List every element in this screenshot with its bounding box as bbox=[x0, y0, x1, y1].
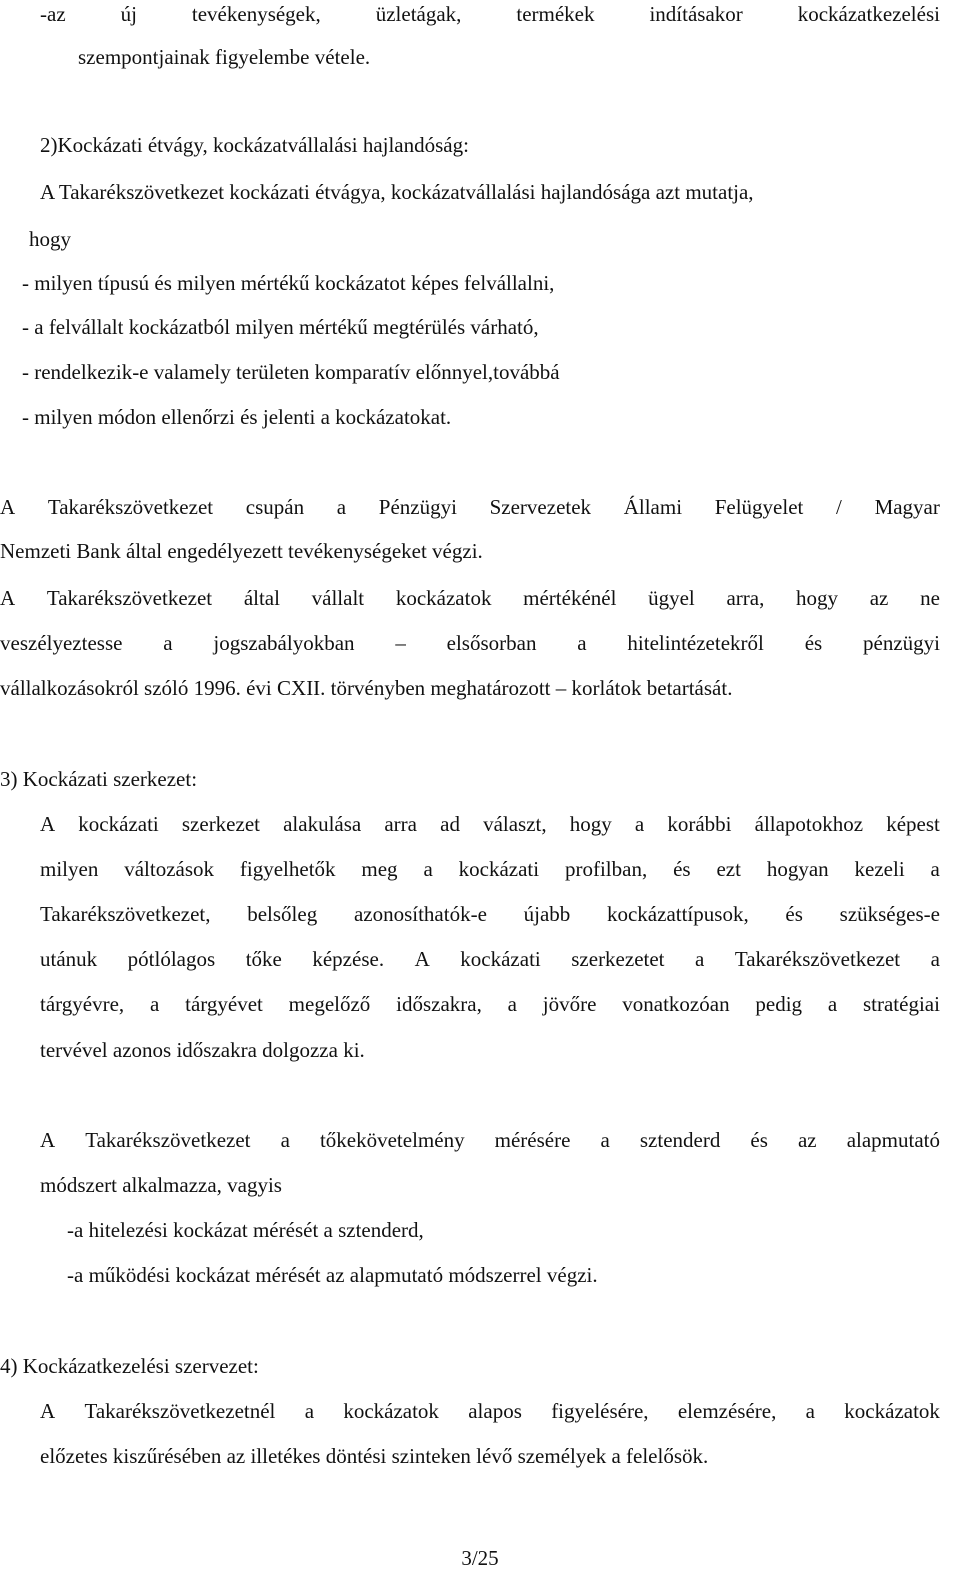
word: ne bbox=[920, 586, 940, 610]
word: tárgyévre, bbox=[40, 992, 125, 1016]
word: csupán bbox=[245, 495, 305, 519]
word: hogy bbox=[569, 812, 612, 836]
word: Felügyelet bbox=[714, 495, 804, 519]
top-line-1 bbox=[40, 4, 940, 25]
word: kockázati bbox=[458, 857, 540, 881]
word: Pénzügyi bbox=[378, 495, 457, 519]
word: a bbox=[600, 1128, 610, 1152]
section-4-line1 bbox=[40, 1401, 940, 1422]
word: a bbox=[336, 495, 347, 519]
word: jövőre bbox=[542, 992, 597, 1016]
word: profilban, bbox=[564, 857, 648, 881]
word: üzletágak, bbox=[375, 2, 462, 26]
section-3-last-line: tervével azonos időszakra dolgozza ki. bbox=[40, 1038, 365, 1062]
word: pénzügyi bbox=[863, 631, 940, 655]
word: elemzésére, bbox=[677, 1399, 777, 1423]
word: a bbox=[577, 631, 587, 655]
section-2-item: - a felvállalt kockázatból milyen mértékű megtérülés várható, bbox=[22, 315, 539, 339]
word: kockázattípusok, bbox=[606, 902, 749, 926]
word: hogyan bbox=[766, 857, 829, 881]
word: az bbox=[797, 1128, 817, 1152]
word: indításakor bbox=[649, 2, 743, 26]
word: és bbox=[804, 631, 823, 655]
word: sztenderd bbox=[639, 1128, 721, 1152]
word: állapotokhoz bbox=[754, 812, 864, 836]
word: a bbox=[930, 857, 940, 881]
section-2-para2-line3: vállalkozásokról szóló 1996. évi CXII. törvényben meghatározott – korlátok betartását. bbox=[0, 676, 733, 700]
word: arra, bbox=[726, 586, 765, 610]
word: alakulása bbox=[283, 812, 362, 836]
word: vonatkozóan bbox=[622, 992, 730, 1016]
word: a bbox=[930, 947, 940, 971]
word: a bbox=[423, 857, 433, 881]
word: ügyel bbox=[648, 586, 695, 610]
word: A bbox=[40, 1399, 56, 1423]
word: Állami bbox=[623, 495, 683, 519]
page-number: 3/25 bbox=[461, 1546, 499, 1570]
word: a bbox=[634, 812, 645, 836]
word: hogy bbox=[796, 586, 839, 610]
word: Magyar bbox=[874, 495, 940, 519]
word: alapos bbox=[468, 1399, 522, 1423]
word: elsősorban bbox=[446, 631, 537, 655]
section-3-line bbox=[40, 949, 940, 970]
word: a bbox=[507, 992, 517, 1016]
word: Takarékszövetkezet bbox=[46, 586, 213, 610]
section-2-para2-line1 bbox=[0, 588, 940, 609]
word: A bbox=[40, 1128, 56, 1152]
section-2-para2-line2 bbox=[0, 633, 940, 654]
word: a bbox=[827, 992, 838, 1016]
word: A bbox=[40, 812, 56, 836]
word: és bbox=[750, 1128, 768, 1152]
word: – bbox=[395, 631, 406, 655]
word: kockázatok bbox=[395, 586, 492, 610]
word: hitelintézetekről bbox=[627, 631, 764, 655]
word: A bbox=[0, 495, 16, 519]
word: / bbox=[836, 495, 842, 519]
section-2-item: - rendelkezik-e valamely területen komparatív előnnyel,továbbá bbox=[22, 360, 560, 384]
word: ezt bbox=[716, 857, 741, 881]
word: tevékenységek, bbox=[191, 2, 321, 26]
word: a bbox=[695, 947, 705, 971]
word: szükséges-e bbox=[839, 902, 940, 926]
word: választ, bbox=[483, 812, 547, 836]
top-line-2: szempontjainak figyelembe vétele. bbox=[78, 45, 371, 69]
word: kockázatok bbox=[343, 1399, 439, 1423]
word: megelőző bbox=[288, 992, 371, 1016]
word: Szervezetek bbox=[489, 495, 592, 519]
word: által bbox=[243, 586, 280, 610]
section-3-heading: 3) Kockázati szerkezet: bbox=[0, 767, 198, 791]
section-2-intro: A Takarékszövetkezet kockázati étvágya, kockázatvállalási hajlandósága azt mutatja, bbox=[40, 180, 754, 204]
word: milyen bbox=[40, 857, 99, 881]
word: kockázati bbox=[78, 812, 159, 836]
word: Takarékszövetkezet bbox=[734, 947, 901, 971]
word: pedig bbox=[755, 992, 803, 1016]
section-2-para1-line1 bbox=[0, 497, 940, 518]
word: tárgyévet bbox=[185, 992, 263, 1016]
word: A bbox=[0, 586, 16, 610]
word: meg bbox=[361, 857, 398, 881]
word: kockázati bbox=[460, 947, 541, 971]
word: Takarékszövetkezet, bbox=[40, 902, 211, 926]
word: Takarékszövetkezet bbox=[47, 495, 214, 519]
word: A bbox=[414, 947, 430, 971]
section-4-line2: előzetes kiszűrésében az illetékes döntési szinteken lévő személyek a felelősök. bbox=[40, 1444, 709, 1468]
word: kockázatkezelési bbox=[797, 2, 940, 26]
word: azonosíthatók-e bbox=[353, 902, 487, 926]
word: arra bbox=[384, 812, 417, 836]
word: új bbox=[120, 2, 137, 26]
section-3-line bbox=[40, 904, 940, 925]
section-3-para2-line1 bbox=[40, 1130, 940, 1151]
word: az bbox=[869, 586, 889, 610]
word: korábbi bbox=[667, 812, 732, 836]
section-3-para2-line2: módszert alkalmazza, vagyis bbox=[40, 1173, 282, 1197]
word: pótlólagos bbox=[127, 947, 216, 971]
word: -az bbox=[40, 2, 66, 26]
word: szerkezetet bbox=[571, 947, 665, 971]
word: utánuk bbox=[40, 947, 98, 971]
section-2-para1-line2: Nemzeti Bank által engedélyezett tevékenységeket végzi. bbox=[0, 539, 483, 563]
word: változások bbox=[124, 857, 215, 881]
section-3-item: -a hitelezési kockázat mérését a sztenderd, bbox=[67, 1218, 424, 1242]
word: figyelésére, bbox=[551, 1399, 649, 1423]
word: időszakra, bbox=[396, 992, 482, 1016]
word: vállalt bbox=[311, 586, 365, 610]
section-2-item: - milyen módon ellenőrzi és jelenti a kockázatokat. bbox=[22, 405, 452, 429]
section-2-heading: 2)Kockázati étvágy, kockázatvállalási hajlandóság: bbox=[40, 133, 469, 157]
word: mérésére bbox=[494, 1128, 571, 1152]
word: kockázatok bbox=[844, 1399, 940, 1423]
word: mértékénél bbox=[523, 586, 617, 610]
word: ad bbox=[440, 812, 460, 836]
section-4-heading: 4) Kockázatkezelési szervezet: bbox=[0, 1354, 259, 1378]
section-2-intro-cont: hogy bbox=[29, 227, 71, 251]
word: Takarékszövetkezet bbox=[85, 1128, 251, 1152]
word: és bbox=[673, 857, 691, 881]
section-3-line bbox=[40, 814, 940, 835]
word: szerkezet bbox=[181, 812, 260, 836]
word: a bbox=[280, 1128, 290, 1152]
word: tőkekövetelmény bbox=[319, 1128, 465, 1152]
word: képest bbox=[886, 812, 940, 836]
word: kezeli bbox=[854, 857, 905, 881]
word: és bbox=[785, 902, 803, 926]
section-3-line bbox=[40, 994, 940, 1015]
word: stratégiai bbox=[862, 992, 940, 1016]
section-3-item: -a működési kockázat mérését az alapmutató módszerrel végzi. bbox=[67, 1263, 598, 1287]
word: újabb bbox=[523, 902, 571, 926]
word: a bbox=[149, 992, 160, 1016]
word: figyelhetők bbox=[239, 857, 336, 881]
word: veszélyeztesse bbox=[0, 631, 123, 655]
word: belsőleg bbox=[247, 902, 318, 926]
word: jogszabályokban bbox=[213, 631, 355, 655]
word: képzése. bbox=[312, 947, 385, 971]
word: a bbox=[304, 1399, 315, 1423]
word: tőke bbox=[245, 947, 282, 971]
word: termékek bbox=[516, 2, 595, 26]
section-3-line bbox=[40, 859, 940, 880]
section-2-item: - milyen típusú és milyen mértékű kockázatot képes felvállalni, bbox=[22, 271, 555, 295]
word: a bbox=[805, 1399, 815, 1423]
word: Takarékszövetkezetnél bbox=[84, 1399, 276, 1423]
word: a bbox=[163, 631, 173, 655]
word: alapmutató bbox=[846, 1128, 940, 1152]
